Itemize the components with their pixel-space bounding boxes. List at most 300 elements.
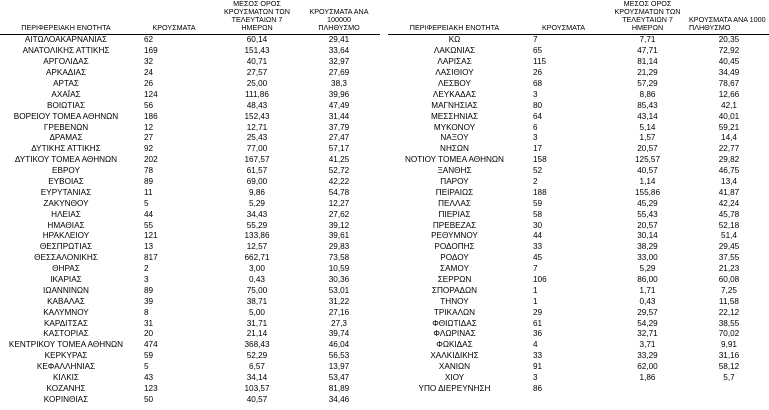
region-cell: ΠΕΙΡΑΙΩΣ <box>435 187 474 197</box>
seven-day-average-cell: 21,29 <box>637 68 658 78</box>
cases-cell: 3 <box>533 373 538 383</box>
table-row <box>0 296 380 307</box>
seven-day-average-cell: 33,29 <box>637 351 658 361</box>
table-row <box>0 384 380 395</box>
seven-day-average-cell: 20,57 <box>637 144 658 154</box>
cases-cell: 115 <box>533 57 547 67</box>
region-cell: ΝΑΞΟΥ <box>440 133 469 143</box>
table-row <box>0 144 380 155</box>
per-100k-cell: 60,08 <box>718 275 740 285</box>
table-row <box>0 177 380 188</box>
region-cell: ΒΟΙΩΤΙΑΣ <box>46 100 86 110</box>
table-row <box>388 296 769 307</box>
per-100k-cell: 39,74 <box>328 329 350 339</box>
per-100k-cell: 39,61 <box>328 231 350 241</box>
per-100k-cell: 7,25 <box>721 285 737 295</box>
region-cell: ΡΟΔΟΥ <box>440 253 469 263</box>
per-100k-cell: 31,22 <box>328 296 350 306</box>
table-row <box>388 231 769 242</box>
per-100k-cell: 20,35 <box>718 35 740 45</box>
table-row <box>0 187 380 198</box>
region-cell: ΜΕΣΣΗΝΙΑΣ <box>430 111 479 121</box>
region-cell: ΤΡΙΚΑΛΩΝ <box>433 307 476 317</box>
seven-day-average-cell: 40,71 <box>246 57 268 67</box>
region-cell: ΑΡΓΟΛΙΔΑΣ <box>43 57 89 67</box>
region-cell: ΔΥΤΙΚΗΣ ΑΤΤΙΚΗΣ <box>31 144 101 154</box>
per-100k-cell: 27,62 <box>328 209 350 219</box>
seven-day-average-cell: 27,57 <box>246 68 268 78</box>
per-100k-cell: 81,89 <box>328 383 350 393</box>
table-row <box>0 307 380 318</box>
table-row <box>388 111 769 122</box>
seven-day-average-cell: 40,57 <box>637 166 658 176</box>
table-row <box>0 155 380 166</box>
cases-cell: 7 <box>533 35 538 45</box>
seven-day-average-cell: 30,14 <box>637 231 658 241</box>
table-row <box>388 329 769 340</box>
cases-cell: 124 <box>144 89 158 99</box>
cases-cell: 91 <box>533 362 543 372</box>
region-cell: ΕΥΡΥΤΑΝΙΑΣ <box>40 187 92 197</box>
cases-cell: 11 <box>144 187 153 197</box>
table-row <box>0 329 380 340</box>
cases-table-right <box>388 0 769 394</box>
table-row <box>0 89 380 100</box>
region-cell: ΠΑΡΟΥ <box>440 177 469 187</box>
cases-cell: 65 <box>533 46 543 56</box>
seven-day-average-cell: 368,43 <box>244 340 270 350</box>
per-100k-cell: 46,04 <box>328 340 350 350</box>
per-100k-cell: 22,12 <box>718 307 740 317</box>
seven-day-average-cell: 0,43 <box>249 275 265 285</box>
per-100k-cell: 59,21 <box>718 122 740 132</box>
region-cell: ΚΟΡΙΝΘΙΑΣ <box>43 394 89 404</box>
seven-day-average-cell: 9,86 <box>249 187 265 197</box>
header-seven-day-average: ΜΕΣΟΣ ΟΡΟΣ ΚΡΟΥΣΜΑΤΩΝ ΤΩΝ ΤΕΛΕΥΤΑΙΩΝ 7 ΗΜΕΡΩΝ <box>606 0 689 35</box>
region-cell: ΗΡΑΚΛΕΙΟΥ <box>42 231 90 241</box>
cases-cell: 80 <box>533 100 543 110</box>
cases-cell: 6 <box>533 122 538 132</box>
region-cell: ΛΕΥΚΑΔΑΣ <box>432 89 477 99</box>
seven-day-average-cell: 103,57 <box>244 383 270 393</box>
per-100k-cell: 5,7 <box>723 373 735 383</box>
cases-cell: 89 <box>144 177 154 187</box>
cases-cell: 58 <box>533 209 543 219</box>
cases-cell: 36 <box>533 329 543 339</box>
seven-day-average-cell: 57,29 <box>637 79 658 88</box>
table-row <box>0 122 380 133</box>
cases-cell: 61 <box>533 318 543 328</box>
region-cell: ΓΡΕΒΕΝΩΝ <box>43 122 89 132</box>
per-100k-cell: 46,75 <box>718 166 740 176</box>
table-row <box>388 187 769 198</box>
table-row <box>388 177 769 188</box>
per-100k-cell: 37,79 <box>328 122 350 132</box>
seven-day-average-cell: 62,00 <box>637 362 658 372</box>
region-cell: ΑΙΤΩΛΟΑΚΑΡΝΑΝΙΑΣ <box>24 35 108 45</box>
table-row <box>388 275 769 286</box>
cases-cell: 56 <box>144 100 154 110</box>
region-cell: ΤΗΝΟΥ <box>440 296 469 306</box>
table-row <box>0 220 380 231</box>
table-row <box>388 89 769 100</box>
per-100k-cell: 40,01 <box>718 111 740 121</box>
cases-cell: 158 <box>533 155 547 165</box>
per-100k-cell: 11,58 <box>719 296 739 306</box>
table-row <box>388 307 769 318</box>
seven-day-average-cell: 1,57 <box>639 133 656 143</box>
cases-cell: 44 <box>144 209 154 219</box>
table-row <box>388 242 769 253</box>
seven-day-average-cell: 12,57 <box>246 242 268 252</box>
table-row <box>388 253 769 264</box>
seven-day-average-cell: 45,29 <box>637 198 658 208</box>
table-row <box>388 155 769 166</box>
region-cell: ΚΩ <box>448 35 461 45</box>
table-body <box>388 35 769 395</box>
table-row <box>0 100 380 111</box>
table-row <box>0 285 380 296</box>
region-cell: ΜΥΚΟΝΟΥ <box>433 122 476 132</box>
cases-cell: 27 <box>144 133 154 143</box>
seven-day-average-cell: 61,57 <box>246 166 268 176</box>
header-cases-per-100k: ΚΡΟΥΣΜΑΤΑ ΑΝΑ 100000 ΠΛΗΘΥΣΜΟ <box>298 0 380 35</box>
region-cell: ΧΑΛΚΙΔΙΚΗΣ <box>430 351 479 361</box>
per-100k-cell: 42,1 <box>721 100 737 110</box>
seven-day-average-cell: 155,86 <box>634 187 661 197</box>
header-cases-per-100k: ΚΡΟΥΣΜΑΤΑ ΑΝΑ 1000 ΠΛΗΘΥΣΜΟ <box>689 0 769 35</box>
header-row <box>388 0 769 35</box>
table-row <box>0 46 380 57</box>
cases-cell: 45 <box>533 253 543 263</box>
seven-day-average-cell: 20,57 <box>637 220 658 230</box>
per-100k-cell: 22,77 <box>718 144 740 154</box>
cases-cell: 29 <box>533 307 543 317</box>
cases-cell: 5 <box>144 362 149 372</box>
cases-cell: 89 <box>144 285 154 295</box>
table-row <box>0 318 380 329</box>
region-cell: ΠΙΕΡΙΑΣ <box>438 209 471 219</box>
per-100k-cell: 10,59 <box>328 264 350 274</box>
seven-day-average-cell: 6,57 <box>249 362 265 372</box>
region-cell: ΠΡΕΒΕΖΑΣ <box>432 220 477 230</box>
cases-cell: 62 <box>144 35 154 45</box>
region-cell: ΡΟΔΟΠΗΣ <box>434 242 475 252</box>
header-region: ΠΕΡΙΦΕΡΕΙΑΚΗ ΕΝΟΤΗΤΑ <box>388 0 521 35</box>
header-cases: ΚΡΟΥΣΜΑΤΑ <box>132 0 216 35</box>
seven-day-average-cell: 47,71 <box>637 46 658 56</box>
region-cell: ΑΡΤΑΣ <box>53 79 79 88</box>
region-cell: ΕΥΒΟΙΑΣ <box>48 177 84 187</box>
cases-cell: 3 <box>144 275 149 285</box>
seven-day-average-cell: 1,71 <box>639 285 656 295</box>
cases-cell: 20 <box>144 329 154 339</box>
per-100k-cell: 40,45 <box>718 57 740 67</box>
seven-day-average-cell: 5,00 <box>249 307 265 317</box>
per-100k-cell: 52,72 <box>328 166 350 176</box>
region-cell: ΔΡΑΜΑΣ <box>49 133 83 143</box>
table-row <box>0 362 380 373</box>
seven-day-average-cell: 5,14 <box>639 122 656 132</box>
region-cell: ΛΑΡΙΣΑΣ <box>437 57 472 67</box>
table-row <box>388 340 769 351</box>
table-row <box>388 285 769 296</box>
seven-day-average-cell: 60,14 <box>246 35 268 45</box>
region-cell: ΚΑΡΔΙΤΣΑΣ <box>43 318 89 328</box>
seven-day-average-cell: 21,14 <box>246 329 268 339</box>
cases-cell: 474 <box>144 340 158 350</box>
table-row <box>0 133 380 144</box>
table-row <box>0 209 380 220</box>
region-cell: ΣΠΟΡΑΔΩΝ <box>431 285 478 295</box>
table-row <box>388 122 769 133</box>
table-row <box>388 264 769 275</box>
cases-cell: 2 <box>144 264 149 274</box>
per-100k-cell: 78,67 <box>718 79 740 88</box>
cases-cell: 1 <box>533 296 538 306</box>
per-100k-cell: 70,02 <box>718 329 740 339</box>
region-cell: ΛΑΚΩΝΙΑΣ <box>433 46 476 56</box>
per-100k-cell: 29,45 <box>718 242 740 252</box>
per-100k-cell: 51,4 <box>721 231 737 241</box>
cases-cell: 52 <box>533 166 543 176</box>
region-cell: ΑΝΑΤΟΛΙΚΗΣ ΑΤΤΙΚΗΣ <box>22 46 110 56</box>
per-100k-cell: 14,4 <box>721 133 737 143</box>
cases-cell: 17 <box>533 144 543 154</box>
cases-cell: 39 <box>144 296 154 306</box>
per-100k-cell: 57,17 <box>328 144 350 154</box>
region-cell: ΣΑΜΟΥ <box>440 264 469 274</box>
per-100k-cell: 41,87 <box>718 187 740 197</box>
seven-day-average-cell: 43,14 <box>637 111 658 121</box>
header-cases: ΚΡΟΥΣΜΑΤΑ <box>521 0 606 35</box>
region-cell: ΠΕΛΛΑΣ <box>438 198 471 208</box>
seven-day-average-cell: 69,00 <box>246 177 268 187</box>
cases-cell: 44 <box>533 231 543 241</box>
seven-day-average-cell: 33,00 <box>637 253 658 263</box>
cases-cell: 3 <box>533 89 538 99</box>
per-100k-cell: 52,18 <box>718 220 740 230</box>
cases-cell: 106 <box>533 275 547 285</box>
table-row <box>388 362 769 373</box>
per-100k-cell: 41,25 <box>328 155 350 165</box>
seven-day-average-cell: 75,00 <box>246 285 268 295</box>
per-100k-cell: 72,92 <box>718 46 740 56</box>
per-100k-cell: 27,3 <box>331 318 347 328</box>
seven-day-average-cell: 12,71 <box>246 122 268 132</box>
seven-day-average-cell: 1,14 <box>639 177 656 187</box>
per-100k-cell: 27,47 <box>328 133 350 143</box>
cases-cell: 55 <box>144 220 154 230</box>
seven-day-average-cell: 8,86 <box>639 89 656 99</box>
cases-cell: 817 <box>144 253 158 263</box>
per-100k-cell: 29,41 <box>328 35 350 45</box>
cases-cell: 26 <box>533 68 543 78</box>
region-cell: ΚΕΦΑΛΛΗΝΙΑΣ <box>36 362 96 372</box>
table-row <box>0 198 380 209</box>
seven-day-average-cell: 38,29 <box>637 242 658 252</box>
seven-day-average-cell: 7,71 <box>639 35 656 45</box>
cases-cell: 50 <box>144 394 154 404</box>
cases-cell: 59 <box>533 198 543 208</box>
seven-day-average-cell: 167,57 <box>244 155 270 165</box>
cases-cell: 123 <box>144 383 158 393</box>
region-cell: ΚΑΣΤΟΡΙΑΣ <box>43 329 89 339</box>
seven-day-average-cell: 55,29 <box>246 220 268 230</box>
seven-day-average-cell: 111,86 <box>245 89 269 99</box>
per-100k-cell <box>689 384 769 395</box>
table-row <box>388 79 769 90</box>
per-100k-cell: 39,12 <box>328 220 350 230</box>
region-cell: ΚΙΛΚΙΣ <box>52 373 79 383</box>
region-cell: ΦΩΚΙΔΑΣ <box>436 340 473 350</box>
per-100k-cell: 31,44 <box>328 111 350 121</box>
region-cell: ΚΕΡΚΥΡΑΣ <box>44 351 88 361</box>
seven-day-average-cell: 40,57 <box>246 394 268 404</box>
table-row <box>0 264 380 275</box>
table-row <box>388 100 769 111</box>
table-row <box>0 166 380 177</box>
seven-day-average-cell: 48,43 <box>246 100 268 110</box>
seven-day-average-cell: 85,43 <box>637 100 658 110</box>
cases-cell: 43 <box>144 373 154 383</box>
header-row <box>0 0 380 35</box>
region-cell: ΗΜΑΘΙΑΣ <box>47 220 85 230</box>
per-100k-cell: 32,97 <box>328 57 350 67</box>
seven-day-average-cell: 32,71 <box>637 329 658 339</box>
seven-day-average-cell: 31,71 <box>246 318 268 328</box>
cases-cell: 26 <box>144 79 154 88</box>
seven-day-average-cell: 54,29 <box>637 318 658 328</box>
region-cell: ΧΙΟΥ <box>444 373 465 383</box>
table-row <box>388 373 769 384</box>
cases-cell: 68 <box>533 79 543 88</box>
header-region: ΠΕΡΙΦΕΡΕΙΑΚΗ ΕΝΟΤΗΤΑ <box>0 0 132 35</box>
region-cell: ΑΡΚΑΔΙΑΣ <box>45 68 87 78</box>
region-cell: ΙΚΑΡΙΑΣ <box>50 275 82 285</box>
region-cell: ΑΧΑΪΑΣ <box>51 89 81 99</box>
region-cell: ΘΗΡΑΣ <box>52 264 80 274</box>
cases-cell: 59 <box>144 351 154 361</box>
per-100k-cell: 31,16 <box>718 351 740 361</box>
per-100k-cell: 21,23 <box>718 264 740 274</box>
cases-cell: 33 <box>533 242 543 252</box>
table-row <box>0 351 380 362</box>
per-100k-cell: 39,96 <box>328 89 350 99</box>
table-row <box>388 220 769 231</box>
region-cell: ΗΛΕΙΑΣ <box>51 209 81 219</box>
cases-cell: 4 <box>533 340 538 350</box>
region-cell: ΥΠΟ ΔΙΕΡΕΥΝΗΣΗ <box>418 383 491 393</box>
per-100k-cell: 27,69 <box>328 68 350 78</box>
per-100k-cell: 42,24 <box>718 198 740 208</box>
table-row <box>388 46 769 57</box>
region-cell: ΛΕΣΒΟΥ <box>437 79 472 88</box>
seven-day-average-cell: 38,71 <box>246 296 268 306</box>
table-row <box>388 35 769 46</box>
per-100k-cell: 34,49 <box>718 68 740 78</box>
region-cell: ΘΕΣΠΡΩΤΙΑΣ <box>39 242 93 252</box>
region-cell: ΕΒΡΟΥ <box>52 166 80 176</box>
table-row <box>0 394 380 405</box>
cases-cell: 78 <box>144 166 154 176</box>
region-cell: ΦΛΩΡΙΝΑΣ <box>433 329 476 339</box>
table-row <box>388 57 769 68</box>
seven-day-average-cell: 55,43 <box>637 209 658 219</box>
per-100k-cell: 27,16 <box>328 307 350 317</box>
per-100k-cell: 37,55 <box>718 253 740 263</box>
seven-day-average-cell: 662,71 <box>244 253 270 263</box>
region-cell: ΘΕΣΣΑΛΟΝΙΚΗΣ <box>34 253 98 263</box>
cases-cell: 1 <box>533 285 538 295</box>
cases-cell: 169 <box>144 46 158 56</box>
per-100k-cell: 29,82 <box>718 155 740 165</box>
region-cell: ΡΕΘΥΜΝΟΥ <box>431 231 478 241</box>
seven-day-average-cell: 0,43 <box>639 296 656 306</box>
per-100k-cell: 53,01 <box>328 285 350 295</box>
cases-cell: 31 <box>144 318 154 328</box>
region-cell: ΙΩΑΝΝΙΝΩΝ <box>43 285 89 295</box>
header-seven-day-average: ΜΕΣΟΣ ΟΡΟΣ ΚΡΟΥΣΜΑΤΩΝ ΤΩΝ ΤΕΛΕΥΤΑΙΩΝ 7 ΗΜΕΡΩΝ <box>216 0 298 35</box>
per-100k-cell: 13,97 <box>328 362 350 372</box>
table-row <box>388 318 769 329</box>
per-100k-cell: 29,83 <box>328 242 350 252</box>
cases-cell: 121 <box>144 231 158 241</box>
table-row <box>0 253 380 264</box>
table-row <box>0 57 380 68</box>
region-cell: ΝΟΤΙΟΥ ΤΟΜΕΑ ΑΘΗΝΩΝ <box>405 155 504 165</box>
seven-day-average-cell <box>606 384 689 395</box>
region-cell: ΣΕΡΡΩΝ <box>437 275 472 285</box>
seven-day-average-cell: 151,43 <box>244 46 270 56</box>
region-cell: ΞΑΝΘΗΣ <box>437 166 472 176</box>
per-100k-cell: 12,66 <box>718 89 740 99</box>
table-row <box>388 209 769 220</box>
table-row <box>0 68 380 79</box>
region-cell: ΝΗΣΩΝ <box>440 144 469 154</box>
region-cell: ΛΑΣΙΘΙΟΥ <box>435 68 474 78</box>
table-row <box>388 133 769 144</box>
seven-day-average-cell: 1,86 <box>639 373 656 383</box>
seven-day-average-cell: 3,00 <box>249 264 265 274</box>
region-cell: ΚΕΝΤΡΙΚΟΥ ΤΟΜΕΑ ΑΘΗΝΩΝ <box>8 340 124 350</box>
per-100k-cell: 30,36 <box>328 275 350 285</box>
region-cell: ΚΑΒΑΛΑΣ <box>47 296 85 306</box>
table-row <box>388 351 769 362</box>
per-100k-cell: 73,58 <box>328 253 350 263</box>
per-100k-cell: 13,4 <box>721 177 737 187</box>
cases-cell: 186 <box>144 111 158 121</box>
region-cell: ΧΑΝΙΩΝ <box>438 362 471 372</box>
region-cell: ΚΟΖΑΝΗΣ <box>46 383 86 393</box>
table-row <box>388 384 769 395</box>
cases-cell: 12 <box>144 122 154 132</box>
table-row <box>388 166 769 177</box>
seven-day-average-cell: 25,00 <box>246 79 268 88</box>
table-row <box>0 373 380 384</box>
seven-day-average-cell: 133,86 <box>244 231 270 241</box>
cases-cell: 2 <box>533 177 538 187</box>
per-100k-cell: 34,46 <box>328 394 350 404</box>
seven-day-average-cell: 5,29 <box>639 264 656 274</box>
cases-cell: 64 <box>533 111 543 121</box>
per-100k-cell: 54,78 <box>328 187 350 197</box>
table-body <box>0 35 380 406</box>
cases-cell: 13 <box>144 242 154 252</box>
table-row <box>0 111 380 122</box>
seven-day-average-cell: 29,57 <box>637 307 658 317</box>
seven-day-average-cell: 81,14 <box>637 57 658 67</box>
